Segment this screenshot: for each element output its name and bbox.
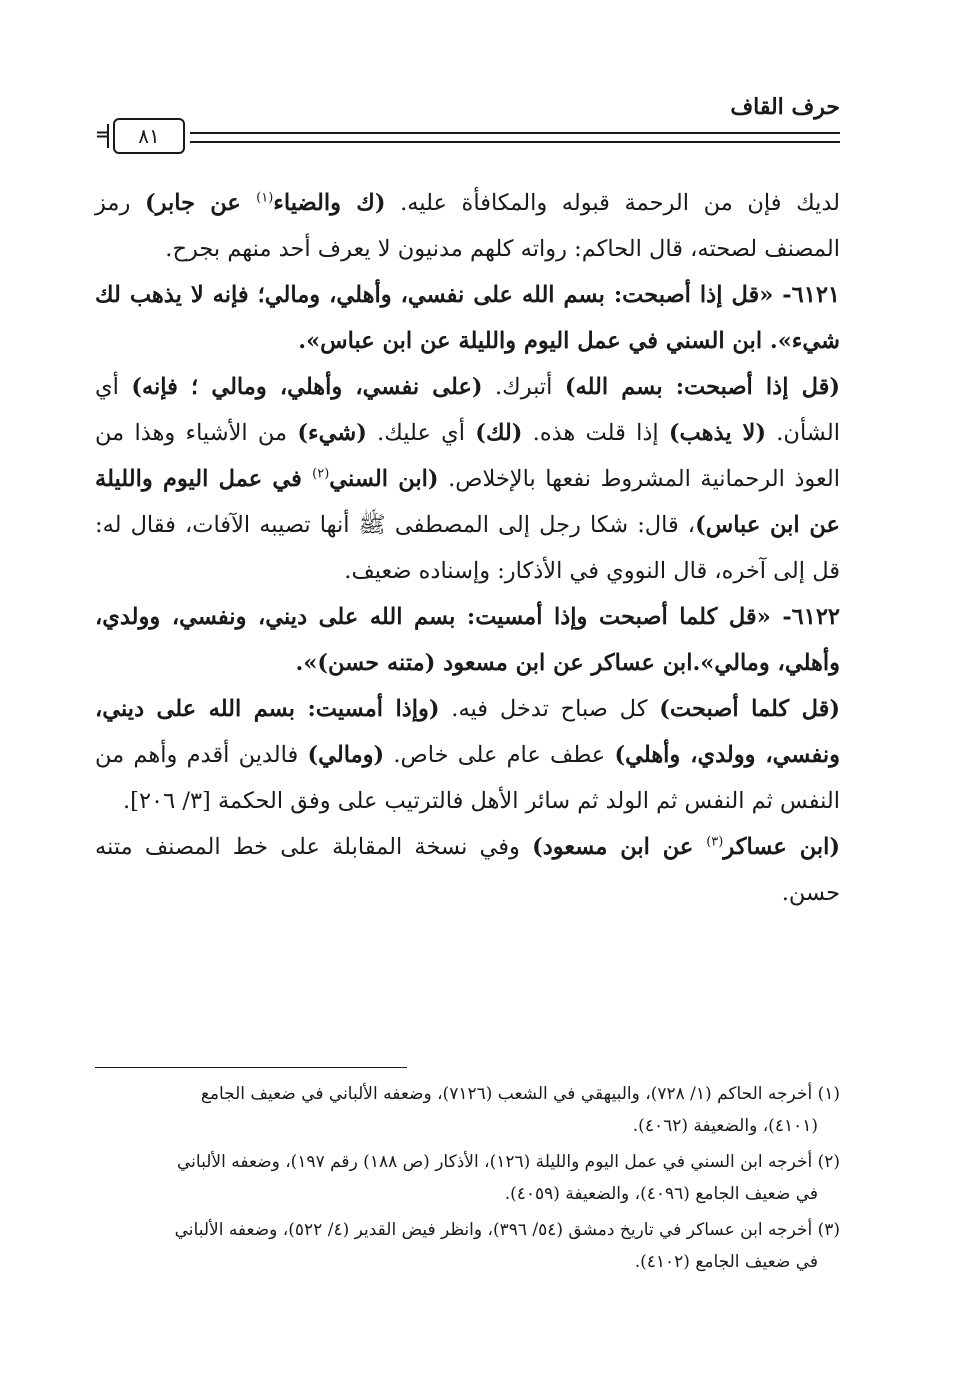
footnote-2	[95, 1146, 840, 1210]
quoted-phrase: (على نفسي، وأهلي، ومالي ؛ فإنه)	[131, 374, 483, 400]
footnote-text: (٤١٠١)، والضعيفة (٤٠٦٢).	[632, 1116, 818, 1136]
footnote-text: (١) أخرجه الحاكم (١/ ٧٢٨)، والبيهقي في الشعب (٧١٢٦)، وضعفه الألباني في ضعيف الجامع	[200, 1084, 840, 1104]
header-ornament: =	[95, 124, 111, 145]
hadith-6121: ٦١٢١- «قل إذا أصبحت: بسم الله على نفسي، وأهلي، ومالي؛ فإنه لا يذهب لك شيء». ابن السني في عمل اليوم والليلة عن ابن عباس».	[95, 282, 840, 354]
footnote-text: (٢) أخرجه ابن السني في عمل اليوم والليلة (١٢٦)، الأذكار (ص ١٨٨) رقم ١٩٧)، وضعفه الألباني	[177, 1152, 840, 1172]
text-run: أي عليك.	[366, 420, 476, 446]
quoted-phrase: (قل كلما أصبحت)	[659, 696, 841, 722]
footnote-text: في ضعيف الجامع (٤٠٩٦)، والضعيفة (٤٠٥٩).	[504, 1184, 818, 1204]
paragraph-2	[95, 364, 840, 594]
header-rule	[190, 132, 840, 143]
text-run: من الأشياء وهذا من العوذ الرحمانية المشروط نفعها بالإخلاص.	[95, 420, 841, 492]
text-run: أي الشأن.	[95, 374, 840, 446]
text-run: فالدين أقدم وأهم من النفس ثم النفس ثم الولد ثم سائر الأهل فالترتيب على وفق الحكمة [٣/ ٢٠٦].	[95, 742, 840, 814]
source-citation: عن ابن مسعود)	[532, 834, 707, 860]
footnote-1	[95, 1078, 840, 1142]
footnote-3	[95, 1214, 840, 1278]
paragraph-3	[95, 686, 840, 824]
quoted-phrase: (شيء)	[297, 420, 367, 446]
source-citation: (ابن عساكر	[723, 834, 841, 860]
source-citation: في عمل اليوم والليلة عن ابن عباس)	[95, 466, 840, 538]
chapter-title: حرف القاف	[730, 94, 840, 120]
quoted-phrase: (وإذا أمسيت: بسم الله على ديني، ونفسي، وولدي، وأهلي)	[95, 696, 840, 768]
page-header	[95, 88, 840, 168]
page-number: ٨١	[138, 124, 160, 148]
footnote-ref-2: (٢)	[312, 466, 330, 482]
text-run: إذا قلت هذه.	[522, 420, 669, 446]
footnotes	[95, 1078, 840, 1282]
text-run: كل صباح تدخل فيه.	[439, 696, 660, 722]
quoted-phrase: (قل إذا أصبحت: بسم الله)	[564, 374, 841, 400]
text-run: أتبرك.	[482, 374, 565, 400]
text-run: رمز المصنف لصحته، قال الحاكم: رواته كلهم مدنيون لا يعرف أحد منهم بجرح.	[95, 190, 840, 262]
quoted-phrase: (ومالي)	[307, 742, 385, 768]
quoted-phrase: (لا يذهب)	[668, 420, 767, 446]
page-number-box	[113, 118, 185, 154]
source-citation: (ابن السني	[329, 466, 439, 492]
paragraph-1	[95, 180, 840, 272]
hadith-6122: ٦١٢٢- «قل كلما أصبحت وإذا أمسيت: بسم الله على ديني، ونفسي، وولدي، وأهلي، ومالي».ابن عساكر عن ابن مسعود (متنه حسن)».	[95, 604, 840, 676]
footnote-text: (٣) أخرجه ابن عساكر في تاريخ دمشق (٥٤/ ٣٩٦)، وانظر فيض القدير (٤/ ٥٢٢)، وضعفه الألباني	[174, 1220, 840, 1240]
source-citation: عن جابر)	[144, 190, 257, 216]
footnote-divider	[95, 1067, 407, 1068]
footnote-text: في ضعيف الجامع (٤١٠٢).	[634, 1252, 818, 1272]
text-run: ، قال: شكا رجل إلى المصطفى ﷺ أنها تصيبه الآفات، فقال له: قل إلى آخره، قال النووي في الأذكار: وإسناده ضعيف.	[95, 512, 840, 584]
main-text	[95, 180, 840, 916]
paragraph-4	[95, 824, 840, 916]
text-run: عطف عام على خاص.	[384, 742, 615, 768]
text-run: لديك فإن من الرحمة قبوله والمكافأة عليه.	[385, 190, 840, 216]
source-citation: (ك والضياء	[273, 190, 386, 216]
footnote-ref-3: (٣)	[706, 834, 724, 850]
text-run: وفي نسخة المقابلة على خط المصنف متنه حسن.	[95, 834, 840, 906]
footnote-ref-1: (١)	[256, 190, 274, 206]
book-page	[95, 88, 841, 1272]
quoted-phrase: (لك)	[475, 420, 523, 446]
